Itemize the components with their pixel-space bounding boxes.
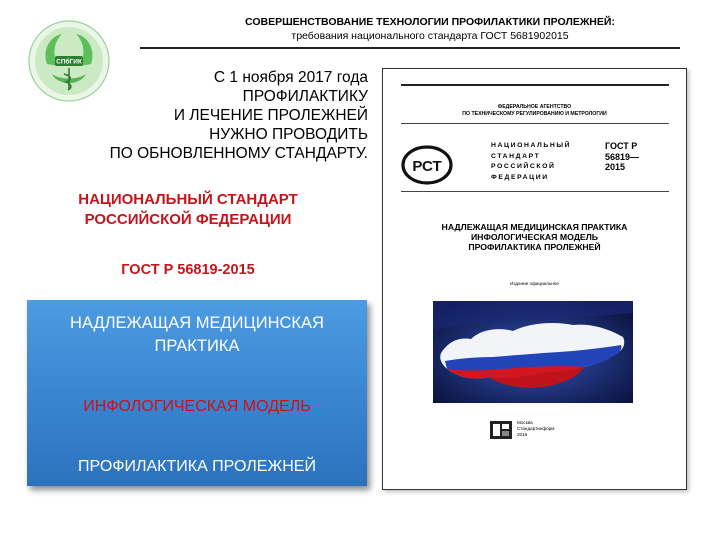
gost-code: ГОСТ Р 56819-2015 bbox=[121, 262, 255, 278]
intro-text bbox=[10, 68, 368, 163]
cover-rule bbox=[401, 191, 669, 192]
svg-text:РСТ: РСТ bbox=[412, 158, 442, 175]
intro-line: И ЛЕЧЕНИЕ ПРОЛЕЖНЕЙ bbox=[173, 107, 368, 124]
national-standard-block: НАЦИОНАЛЬНЫЙ СТАНДАРТ РОССИЙСКОЙ ФЕДЕРАЦИИ bbox=[491, 142, 572, 181]
page-title: СОВЕРШЕНСТВОВАНИЕ ТЕХНОЛОГИИ ПРОФИЛАКТИКИ ПРОЛЕЖНЕЙ: bbox=[245, 16, 615, 28]
publisher-info: Москва Стандартинформ 2016 bbox=[517, 420, 555, 437]
infological-model-label: ИНФОЛОГИЧЕСКАЯ МОДЕЛЬ bbox=[83, 398, 311, 415]
intro-line: НУЖНО ПРОВОДИТЬ bbox=[209, 126, 368, 143]
practice-title: НАДЛЕЖАЩАЯ МЕДИЦИНСКАЯ ПРАКТИКА bbox=[70, 314, 324, 355]
document-title: НАДЛЕЖАЩАЯ МЕДИЦИНСКАЯ ПРАКТИКА ИНФОЛОГИЧЕСКАЯ МОДЕЛЬ ПРОФИЛАКТИКА ПРОЛЕЖНЕЙ bbox=[441, 222, 628, 252]
cover-top-rule bbox=[401, 84, 669, 86]
header-divider bbox=[140, 47, 680, 49]
page-subtitle: требования национального стандарта ГОСТ 5681902015 bbox=[291, 30, 569, 42]
gost-document-cover bbox=[382, 68, 687, 490]
edition-label: Издание официальное bbox=[510, 281, 559, 286]
national-standard-label: НАЦИОНАЛЬНЫЙ СТАНДАРТ bbox=[78, 191, 298, 208]
rst-mark-icon bbox=[401, 145, 453, 185]
intro-line: ПРОФИЛАКТИКУ bbox=[242, 88, 368, 105]
gost-number-block: ГОСТ Р 56819— 2015 bbox=[605, 141, 640, 172]
logo-text: СПбГИК bbox=[56, 58, 82, 66]
agency-name: ФЕДЕРАЛЬНОЕ АГЕНТСТВО ПО ТЕХНИЧЕСКОМУ РЕГУЛИРОВАНИЮ И МЕТРОЛОГИИ bbox=[462, 104, 607, 117]
cover-rule bbox=[401, 123, 669, 124]
russia-flag-map-icon bbox=[433, 301, 633, 403]
intro-line: С 1 ноября 2017 года bbox=[213, 69, 368, 86]
prevention-label: ПРОФИЛАКТИКА ПРОЛЕЖНЕЙ bbox=[78, 458, 316, 475]
practice-summary-box bbox=[27, 300, 367, 486]
russian-federation-label: РОССИЙСКОЙ ФЕДЕРАЦИИ bbox=[84, 211, 292, 228]
intro-line: ПО ОБНОВЛЕННОМУ СТАНДАРТУ. bbox=[109, 145, 368, 162]
publisher-logo-icon bbox=[490, 421, 512, 439]
